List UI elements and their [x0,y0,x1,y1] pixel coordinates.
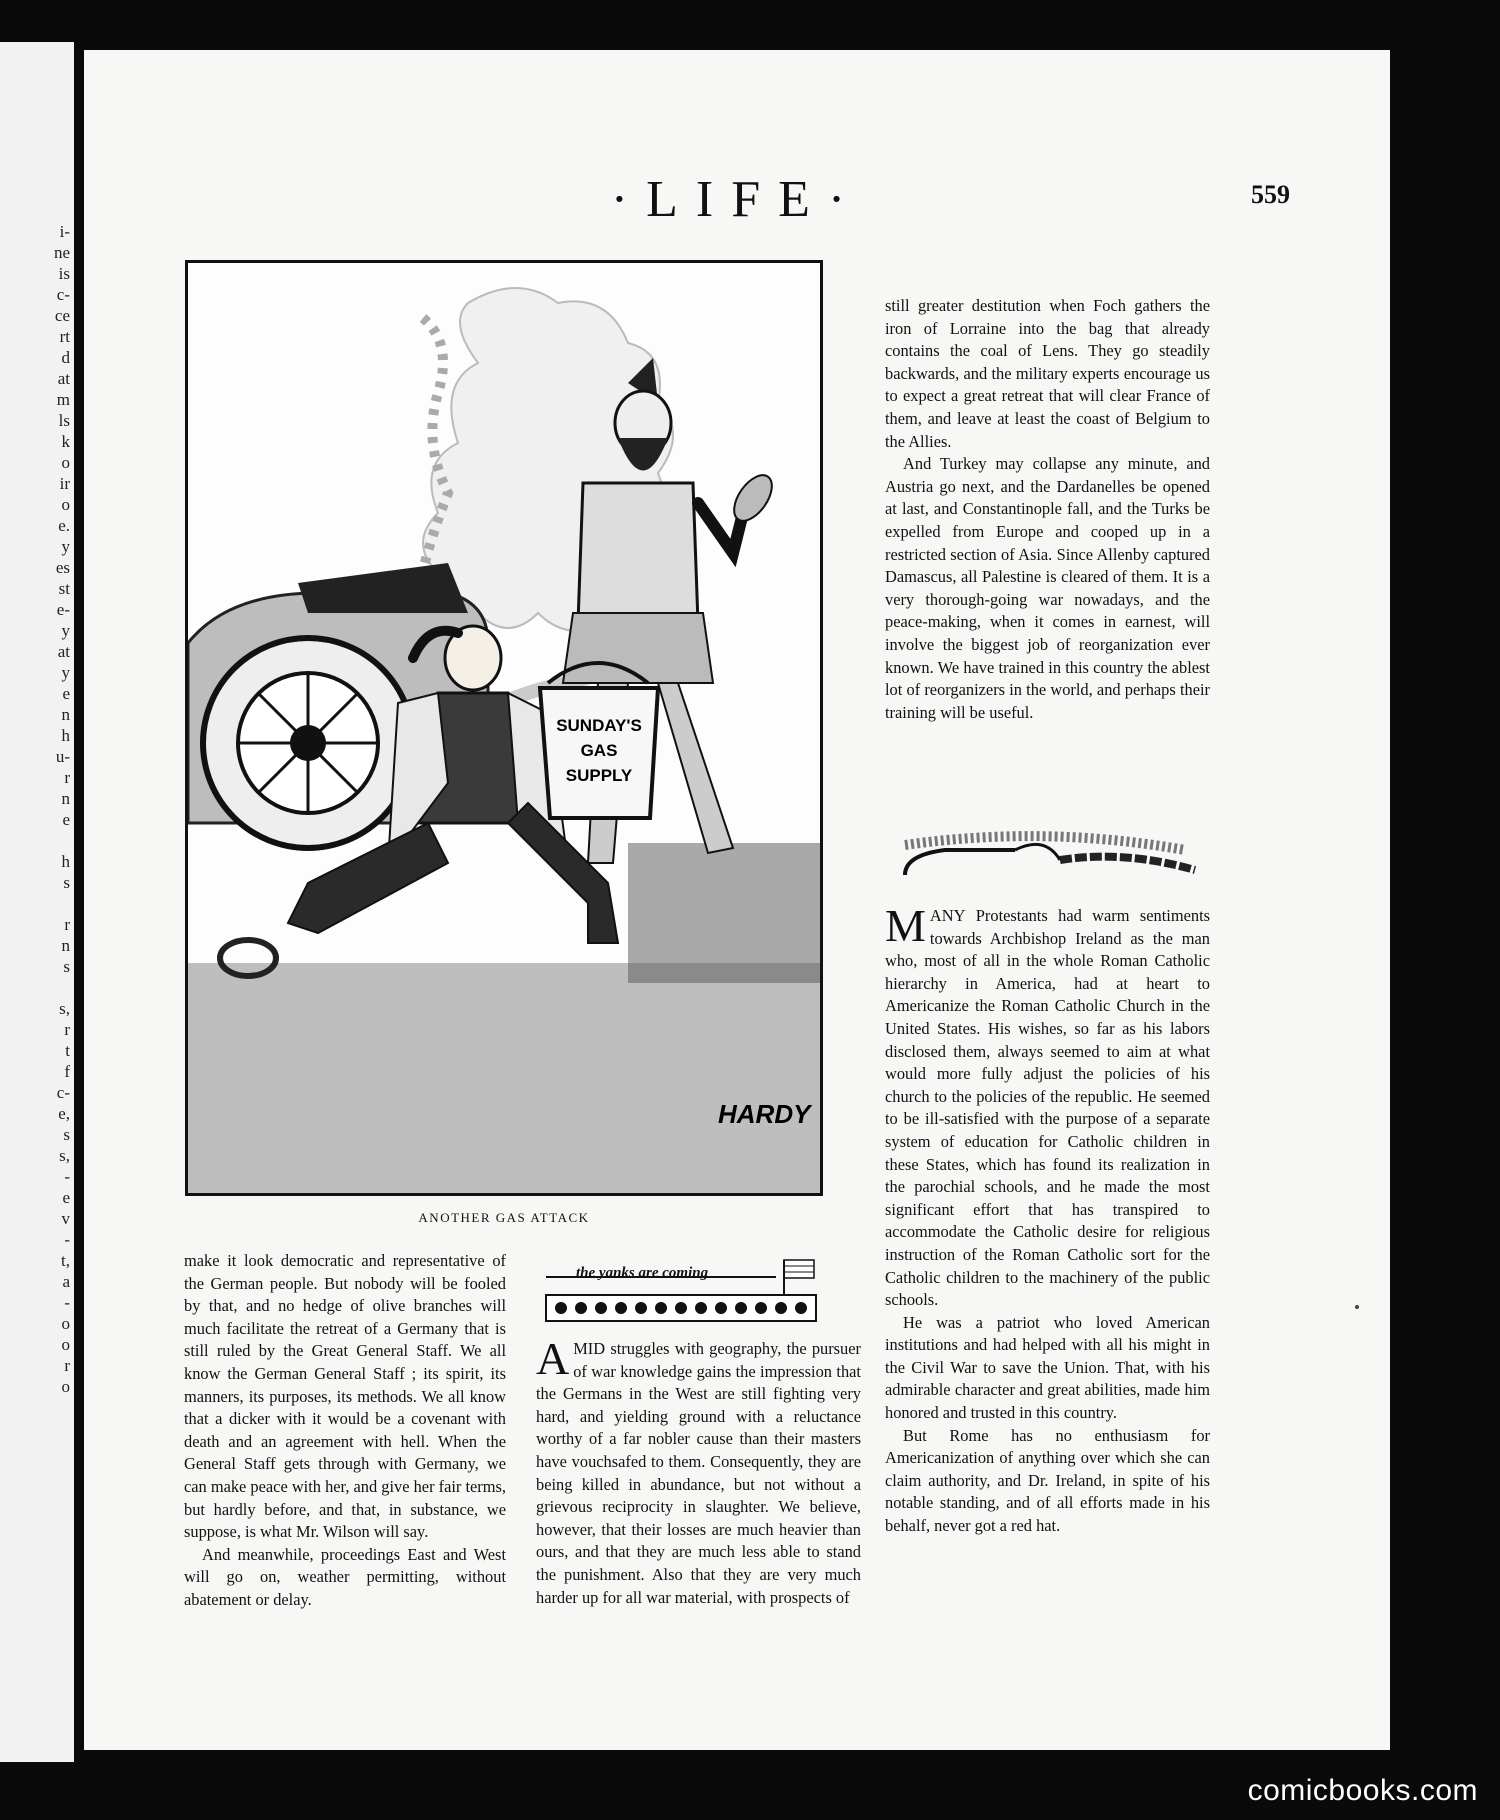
facing-page-fragment: h [61,852,70,871]
page-number: 559 [1251,180,1290,209]
facing-page-fragment: is [58,264,70,283]
scythe-ornament [885,820,1210,890]
middle-lead-word: MID [573,1339,606,1358]
facing-page-fragment: a [62,1272,70,1291]
facing-page-fragment: f [64,1062,70,1081]
middle-paragraph-text: struggles with geography, the pursuer of war knowledge gains the impression that the Germans in the West are still fighting very hard, and yielding ground with a reluctance worthy of a far nobler cause than their masters have vouchsafed to them. Consequently, they are being killed in abundance, but not without a grievous reciprocity in slaughter. We believe, however, that their losses are much heavier than ours, and that they are much less able to stand the punishment. Also that they are very much harder up for all war material, with prospects of [536,1339,861,1607]
facing-page-fragment: ne [53,243,70,262]
facing-page-fragment: h [61,726,70,745]
facing-page-fragment: o [61,1314,70,1333]
facing-page-fragment: n [61,789,70,808]
facing-page-fragment: st [58,579,70,598]
left-page-edge [0,42,74,1762]
facing-page-fragment: o [61,1377,70,1396]
facing-page-fragment: t, [61,1251,70,1270]
facing-page-fragment: e [62,684,70,703]
facing-page-fragment: - [64,1167,70,1186]
watermark: comicbooks.com [1247,1774,1478,1807]
facing-page-fragment: at [57,642,70,661]
facing-page-fragment: v [61,1209,70,1228]
facing-page-fragment: rt [59,327,70,346]
yanks-banner-text: the yanks are coming [576,1265,709,1281]
facing-page-fragment: - [64,1230,70,1249]
car-top [298,563,468,613]
facing-page-fragment: r [64,768,70,787]
right-paragraph-continued: still greater destitution when Foch gathers the iron of Lorraine into the bag that already contains the coal of Lens. They go steadily backwards, and the military experts encourage us to expect a great retreat that will clear France of them, and leave at least the coast of Belgium to the Allies. [885,296,1210,451]
facing-page-fragment: e. [58,516,70,535]
facing-page-fragment: n [61,936,70,955]
left-column [184,1250,506,1612]
right-paragraph-ireland-text: Protestants had warm sentiments towards Archbishop Ireland as the man who, most of all in the whole Roman Catholic hierarchy in America, had at heart to Americanize the Roman Catholic Church in the United States. His wishes, so far as his labors disclosed them, always seemed to aim at what would more fully adjust the policies of his church to the policies of the republic. He seemed to be ill-satisfied with the purpose of a separate system of education for Catholic children in these States, which has found its realization in the parochial schools, and he made the most significant effort that has transpired to accommodate the Catholic desire for religious instruction of the Roman Catholic sort for the Catholic children to the machinery of the public schools. [885,906,1210,1310]
facing-page-fragment: y [61,537,70,556]
right-column [885,295,1210,724]
cartoon-drawing [188,263,820,1193]
facing-page-fragment: m [56,390,70,409]
facing-page-fragment: s [63,873,70,892]
facing-page-fragment: - [64,1293,70,1312]
facing-page-fragment: s, [59,999,70,1018]
facing-page-fragment: c- [56,1083,70,1102]
bucket-label-1: SUNDAY'S [556,716,642,735]
facing-page-fragment: e [62,810,70,829]
middle-column [536,1333,861,1609]
facing-page-fragment: ir [59,474,70,493]
facing-page-fragment: s, [59,1146,70,1165]
facing-page-fragment: k [61,432,70,451]
dropcap-m: M [885,900,926,951]
bucket-label-3: SUPPLY [565,766,633,785]
right-paragraph-turkey: And Turkey may collapse any minute, and Austria go next, and the Dardanelles be opened at last, and Constantinople fall, and the Turks be expelled from Europe and cooped up in a restricted section of Asia. Since Allenby captured Damascus, all Palestine is cleared of them. It is a very thorough-going war nowadays, and the peace-making, when it comes in earnest, will involve the biggest job of reorganization ever known. We have trained in this country the ablest lot of reorganizers in the world, and perhaps their training will be useful. [885,454,1210,722]
facing-page-fragment: s [63,957,70,976]
facing-page-fragment: e [62,1188,70,1207]
facing-page-fragment: r [64,915,70,934]
right-paragraph-ireland [885,900,1210,1312]
road [188,963,820,1193]
facing-page-fragment: o [61,495,70,514]
facing-page-fragment: y [61,663,70,682]
facing-page-fragment: ls [58,411,70,430]
right-paragraph-rome: But Rome has no enthusiasm for Americanization of anything over which she can claim authority, and Dr. Ireland, in spite of his notable standing, and of all efforts made in his behalf, never got a red hat. [885,1425,1210,1536]
left-paragraph-1: make it look democratic and representative of the German people. But nobody will be fooled by that, and no hedge of olive branches will much facilitate the retreat of a Germany that is still ruled by the Great General Staff. We all know the German General Staff ; its spirit, its manners, its purposes, its methods. We all know that a dicker with it would be a covenant with death and an agreement with hell. When the General Staff gets through with Germany, we can make peace with her, and give her fair terms, but hardly before, and that, in substance, we suppose, is what Mr. Wilson will say. [184,1251,506,1542]
artist-signature: HARDY [718,1099,811,1129]
facing-page-fragment: o [61,1335,70,1354]
yanks-are-coming-ornament [536,1255,861,1330]
facing-page-fragment: i- [59,222,70,241]
masthead: ·LIFE· [610,171,864,228]
bucket-label-2: GAS [580,741,618,760]
facing-page-fragment: t [65,1041,70,1060]
facing-page-fragment: u- [55,747,70,766]
gas-bucket [540,663,658,818]
dropcap-a: A [536,1333,570,1384]
facing-page-fragment: es [55,558,70,577]
facing-page-fragment: at [57,369,70,388]
middle-paragraph [536,1333,861,1609]
wheel-spokes [238,673,378,813]
right-column-lower [885,900,1210,1538]
right-lead-word: ANY [929,906,966,925]
illustration-caption: ANOTHER GAS ATTACK [418,1210,590,1225]
facing-page-fragment: e, [58,1104,70,1123]
facing-page-fragment: n [61,705,70,724]
facing-page-fragment: e- [56,600,70,619]
facing-page-fragment: r [64,1020,70,1039]
magazine-page [84,50,1390,1750]
facing-page-fragment: o [61,453,70,472]
facing-page-fragment: s [63,1125,70,1144]
cartoon-illustration [185,260,823,1196]
facing-page-fragment: c- [56,285,70,304]
facing-page-fragment: y [61,621,70,640]
dark-smoke [628,843,820,983]
facing-page-fragment: r [64,1356,70,1375]
facing-page-fragment: ce [54,306,70,325]
right-paragraph-patriot: He was a patriot who loved American institutions and had helped with all his might in the Civil War to save the Union. That, with his admirable character and great abilities, made him honored and trusted in this country. [885,1312,1210,1423]
facing-page-fragment: d [61,348,70,367]
print-speck [1355,1305,1359,1309]
left-paragraph-2: And meanwhile, proceedings East and West will go on, weather permitting, without abatement or delay. [184,1544,506,1609]
